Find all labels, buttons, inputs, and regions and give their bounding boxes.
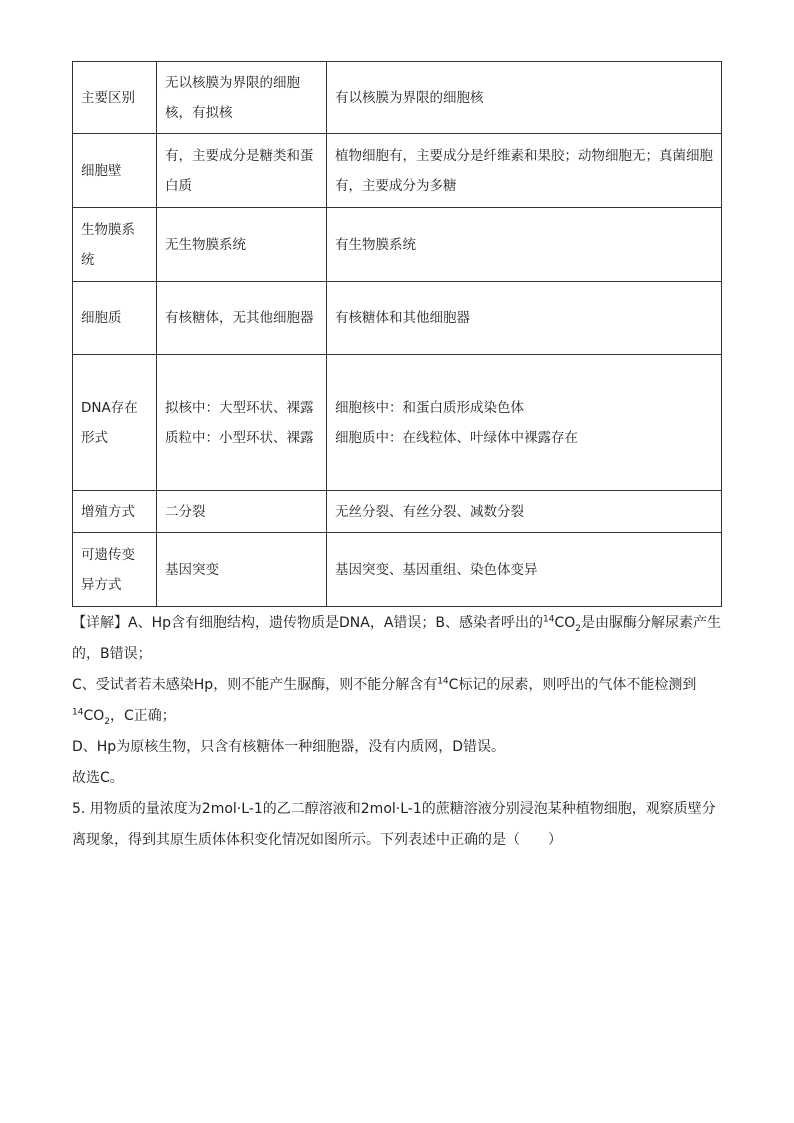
explanation-tag: 【详解】 bbox=[72, 615, 128, 631]
cell-line: 细胞质中：在线粒体、叶绿体中裸露存在 bbox=[335, 429, 578, 446]
prokaryote-cell: 无以核膜为界限的细胞核，有拟核 bbox=[157, 62, 327, 134]
cell-line: 拟核中：大型环状、裸露 bbox=[165, 399, 314, 416]
prokaryote-cell: 二分裂 bbox=[157, 491, 327, 533]
comparison-table bbox=[72, 61, 722, 607]
row-label: DNA存在形式 bbox=[73, 355, 157, 491]
row-label: 主要区别 bbox=[73, 62, 157, 134]
table-row bbox=[73, 533, 722, 607]
eukaryote-cell: 无丝分裂、有丝分裂、减数分裂 bbox=[327, 491, 722, 533]
prokaryote-cell bbox=[157, 355, 327, 491]
eukaryote-cell: 有核糖体和其他细胞器 bbox=[327, 282, 722, 355]
eukaryote-cell: 基因突变、基因重组、染色体变异 bbox=[327, 533, 722, 607]
prokaryote-cell: 无生物膜系统 bbox=[157, 208, 327, 282]
eukaryote-cell bbox=[327, 355, 722, 491]
eukaryote-cell: 有生物膜系统 bbox=[327, 208, 722, 282]
explanation-line: D、Hp为原核生物，只含有核糖体一种细胞器，没有内质网，D错误。 bbox=[72, 739, 505, 755]
prokaryote-cell: 有，主要成分是糖类和蛋白质 bbox=[157, 134, 327, 208]
row-label: 细胞壁 bbox=[73, 134, 157, 208]
table-row bbox=[73, 282, 722, 355]
prokaryote-cell: 基因突变 bbox=[157, 533, 327, 607]
table-row bbox=[73, 208, 722, 282]
row-label: 可遗传变异方式 bbox=[73, 533, 157, 607]
question-5: 5. 用物质的量浓度为2mol·L-1的乙二醇溶液和2mol·L-1的蔗糖溶液分别浸泡某种植物细胞，观察质壁分离现象，得到其原生质体体积变化情况如图所示。下列表述中正确的是（ ） bbox=[72, 801, 716, 848]
table-row bbox=[73, 62, 722, 134]
eukaryote-cell: 有以核膜为界限的细胞核 bbox=[327, 62, 722, 134]
eukaryote-cell: 植物细胞有，主要成分是纤维素和果胶；动物细胞无；真菌细胞有，主要成分为多糖 bbox=[327, 134, 722, 208]
row-label: 细胞质 bbox=[73, 282, 157, 355]
table-row bbox=[73, 355, 722, 491]
row-label: 增殖方式 bbox=[73, 491, 157, 533]
table-row bbox=[73, 491, 722, 533]
explanation-line: C、受试者若未感染Hp，则不能产生脲酶，则不能分解含有$^{14}$C标记的尿素，则呼出的气体不能检测到$^{14}CO_2$，C正确； bbox=[72, 676, 697, 727]
explanation bbox=[72, 608, 727, 856]
cell-line: 细胞核中：和蛋白质形成染色体 bbox=[335, 399, 524, 416]
prokaryote-cell: 有核糖体，无其他细胞器 bbox=[157, 282, 327, 355]
explanation-line: 故选C。 bbox=[72, 770, 124, 786]
row-label: 生物膜系统 bbox=[73, 208, 157, 282]
explanation-line: 【详解】A、Hp含有细胞结构，遗传物质是DNA，A错误；B、感染者呼出的$^{14}CO_2$是由脲酶分解尿素产生的，B错误； bbox=[72, 614, 721, 662]
table-row bbox=[73, 134, 722, 208]
cell-line: 质粒中：小型环状、裸露 bbox=[165, 429, 314, 446]
